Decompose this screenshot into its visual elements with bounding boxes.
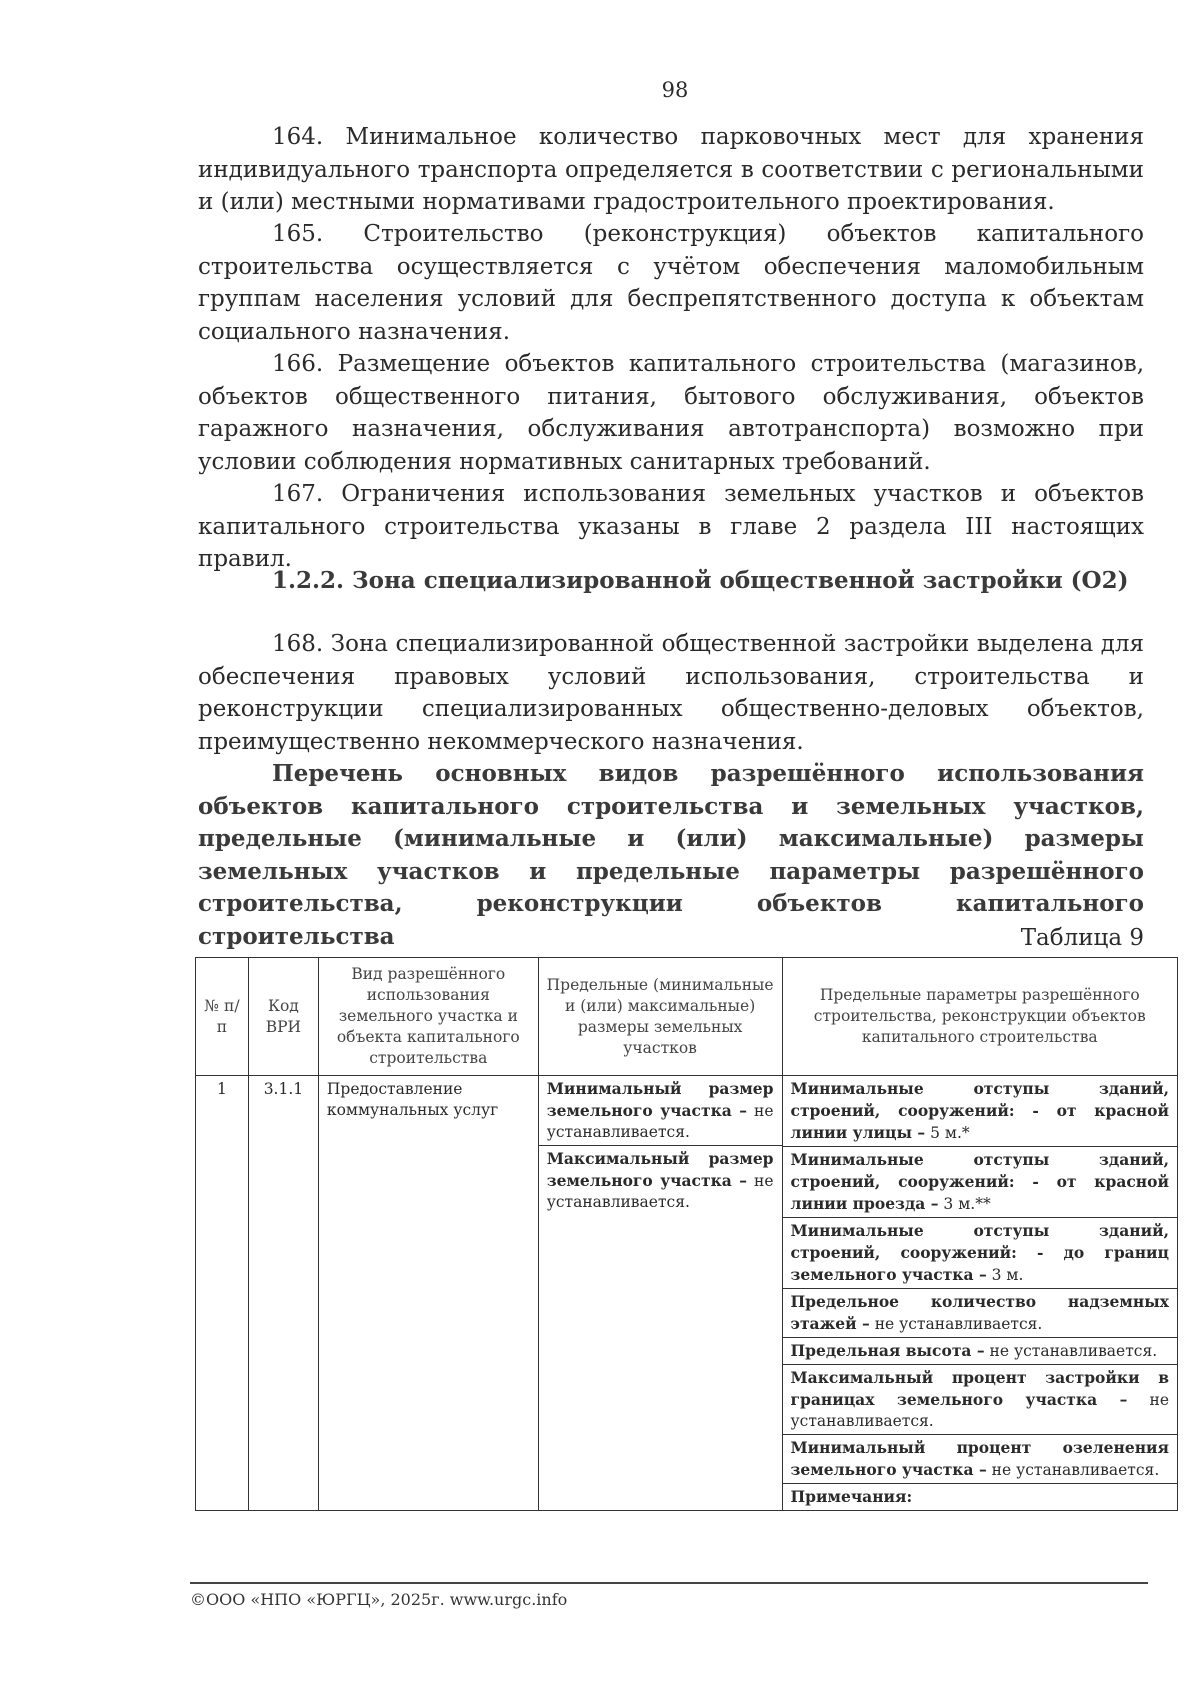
header-params: Предельные параметры разрешённого строительства, реконструкции объектов капитального строительства: [782, 958, 1177, 1076]
param-setback-street: Минимальные отступы зданий, строений, сооружений: - от красной линии улицы – 5 м.*: [783, 1076, 1177, 1147]
header-sizes: Предельные (минимальные и (или) максимальные) размеры земельных участков: [538, 958, 782, 1076]
param-height: Предельная высота – не устанавливается.: [783, 1338, 1177, 1365]
param-notes: Примечания:: [790, 1487, 913, 1506]
table-row: [196, 1076, 1178, 1511]
param-setback-driveway: Минимальные отступы зданий, строений, сооружений: - от красной линии проезда – 3 м.**: [783, 1147, 1177, 1218]
section-heading: 1.2.2. Зона специализированной общественной застройки (О2): [272, 567, 1129, 594]
cell-num: 1: [196, 1076, 249, 1511]
param-setback-boundary: Минимальные отступы зданий, строений, сооружений: - до границ земельного участка – 3 м.: [783, 1218, 1177, 1289]
cell-kind: Предоставление коммунальных услуг: [318, 1076, 538, 1511]
paragraph-164: 164. Минимальное количество парковочных мест для хранения индивидуального транспорта определяется в соответствии с региональными и (или) местными нормативами градостроительного проектирования.: [198, 124, 1144, 215]
cell-sizes: [538, 1076, 782, 1511]
table-header-row: [196, 958, 1178, 1076]
cell-code: 3.1.1: [248, 1076, 318, 1511]
table-caption: Таблица 9: [1020, 925, 1144, 951]
paragraph-165: 165. Строительство (реконструкция) объектов капитального строительства осуществляется с учётом обеспечения маломобильным группам населения условий для беспрепятственного доступа к объектам социального назначения.: [198, 221, 1145, 345]
header-code: Код ВРИ: [248, 958, 318, 1076]
param-floors: Предельное количество надземных этажей – не устанавливается.: [783, 1289, 1177, 1338]
page-number: 98: [661, 78, 689, 102]
zoning-table: [195, 957, 1178, 1511]
param-min-greenery: Минимальный процент озеленения земельного участка – не устанавливается.: [783, 1435, 1177, 1484]
size-min: Минимальный размер земельного участка – не устанавливается.: [539, 1076, 782, 1146]
header-kind: Вид разрешённого использования земельного участка и объекта капитального строительства: [318, 958, 538, 1076]
footer-copyright: ©ООО «НПО «ЮРГЦ», 2025г. www.urgc.info: [190, 1590, 568, 1609]
paragraph-168: 168. Зона специализированной общественной застройки выделена для обеспечения правовых условий использования, строительства и реконструкции специализированных общественно-деловых объектов, преимущественно некоммерческого назначения.: [198, 631, 1145, 755]
header-num: № п/п: [196, 958, 249, 1076]
footer-divider: [190, 1582, 1148, 1584]
list-title: Перечень основных видов разрешённого использования объектов капитального строительства и земельных участков, предельные (минимальные и (или) максимальные) размеры земельных участков и предельные параметры разрешённого строительства, реконструкции объектов капитального строительства: [198, 760, 1144, 950]
size-max: Максимальный размер земельного участка – не устанавливается.: [546, 1149, 774, 1211]
param-max-coverage: Максимальный процент застройки в границах земельного участка – не устанавливается.: [783, 1365, 1177, 1435]
paragraph-167: 167. Ограничения использования земельных участков и объектов капитального строительства указаны в главе 2 раздела III настоящих правил.: [198, 481, 1144, 572]
cell-params: [782, 1076, 1177, 1511]
paragraph-166: 166. Размещение объектов капитального строительства (магазинов, объектов общественного питания, бытового обслуживания, объектов гаражного назначения, обслуживания автотранспорта) возможно при условии соблюдения нормативных санитарных требований.: [198, 351, 1144, 475]
